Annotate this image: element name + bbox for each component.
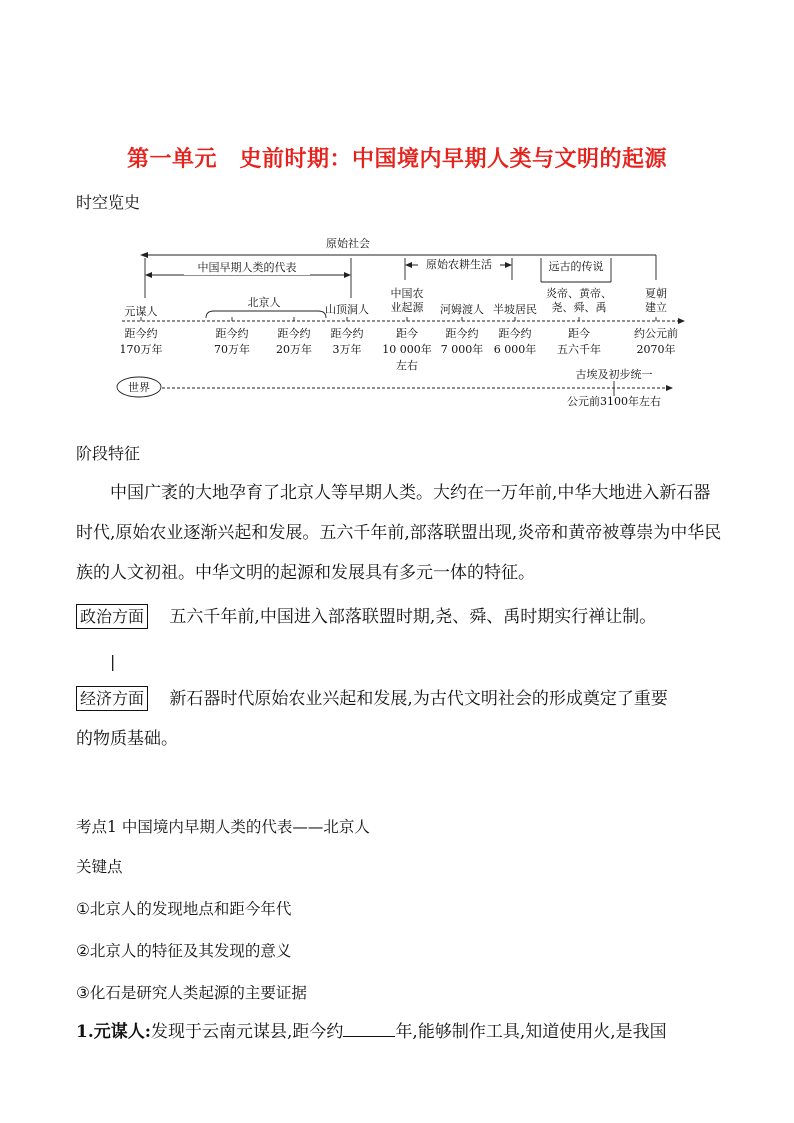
timeline-span-farming: 原始农耕生活 xyxy=(426,258,492,271)
event-date: 距今约 xyxy=(498,327,532,340)
kaodian-text: 中国境内早期人类的代表——北京人 xyxy=(121,818,370,836)
item-1-text-b: 年,能够制作工具,知道使用火,是我国 xyxy=(395,1022,667,1042)
world-date: 公元前3100年左右 xyxy=(567,395,661,408)
timeline-span-legend: 远古的传说 xyxy=(548,260,604,273)
item-1 xyxy=(76,1012,736,1052)
politics-row xyxy=(76,597,736,637)
politics-label: 政治方面 xyxy=(76,604,148,629)
stage-paragraph: 中国广袤的大地孕育了北京人等早期人类。大约在一万年前,中华大地进入新石器时代,原始农业逐渐兴起和发展。五六千年前,部落联盟出现,炎帝和黄帝被尊崇为中华民族的人文初祖。中华文明的起源和发展具有多元一体的特征。 xyxy=(76,483,722,583)
event-date: 距今约 xyxy=(277,327,311,340)
event-date: 五六千年 xyxy=(557,343,601,356)
event-date: 10 000年 xyxy=(382,343,432,356)
event-name: 山顶洞人 xyxy=(325,303,369,316)
world-event: 古埃及初步统一 xyxy=(575,368,653,381)
event-date: 距今约 xyxy=(330,327,364,340)
event-date: 20万年 xyxy=(276,343,312,356)
kaodian-prefix: 考点1 xyxy=(76,818,117,836)
key-point-item: ②北京人的特征及其发现的意义 xyxy=(76,942,292,960)
event-name: 中国农业起源 xyxy=(390,287,424,314)
event-name: 元谋人 xyxy=(124,305,158,318)
timeline-outer-label: 原始社会 xyxy=(326,237,370,250)
event-date: 约公元前 xyxy=(634,327,678,340)
politics-text: 五六千年前,中国进入部落联盟时期,尧、舜、禹时期实行禅让制。 xyxy=(169,607,657,627)
item-1-text-a: 发现于云南元谋县,距今约 xyxy=(151,1022,344,1042)
event-date: 7 000年 xyxy=(440,343,484,356)
section-heading-stage: 阶段特征 xyxy=(76,444,141,463)
event-name: 夏朝建立 xyxy=(645,287,667,314)
economy-row xyxy=(76,679,736,719)
event-date: 距今约 xyxy=(445,327,479,340)
event-date: 距今约 xyxy=(124,327,158,340)
answer-blank[interactable] xyxy=(343,1022,395,1037)
event-date: 3万年 xyxy=(332,343,362,356)
timeline-span-early: 中国早期人类的代表 xyxy=(197,261,297,274)
key-points-title: 关键点 xyxy=(76,858,123,876)
event-date: 左右 xyxy=(396,359,418,372)
kaodian-heading xyxy=(76,815,370,837)
event-name: 半坡居民 xyxy=(493,303,537,316)
item-1-label: 1.元谋人: xyxy=(76,1022,152,1042)
event-date: 距今约 xyxy=(215,327,249,340)
text-cursor: | xyxy=(110,652,116,671)
key-point-item: ①北京人的发现地点和距今年代 xyxy=(76,900,292,918)
event-name: 河姆渡人 xyxy=(440,303,484,316)
event-name: 炎帝、黄帝、尧、舜、禹 xyxy=(546,287,612,314)
event-date: 6 000年 xyxy=(493,343,537,356)
world-label: 世界 xyxy=(128,381,150,394)
page-title: 第一单元 史前时期：中国境内早期人类与文明的起源 xyxy=(126,147,667,172)
event-date: 170万年 xyxy=(119,343,163,356)
event-date: 2070年 xyxy=(636,343,676,356)
event-date: 距今 xyxy=(568,327,590,340)
economy-text-cont: 的物质基础。 xyxy=(76,729,178,749)
key-point-item: ③化石是研究人类起源的主要证据 xyxy=(76,984,307,1002)
event-date: 70万年 xyxy=(214,343,250,356)
timeline-span-peking: 北京人 xyxy=(247,296,281,309)
timeline-diagram xyxy=(0,0,794,420)
section-heading-timeline: 时空览史 xyxy=(76,193,141,212)
economy-text: 新石器时代原始农业兴起和发展,为古代文明社会的形成奠定了重要 xyxy=(169,689,668,709)
economy-label: 经济方面 xyxy=(76,686,148,711)
event-date: 距今 xyxy=(396,327,418,340)
